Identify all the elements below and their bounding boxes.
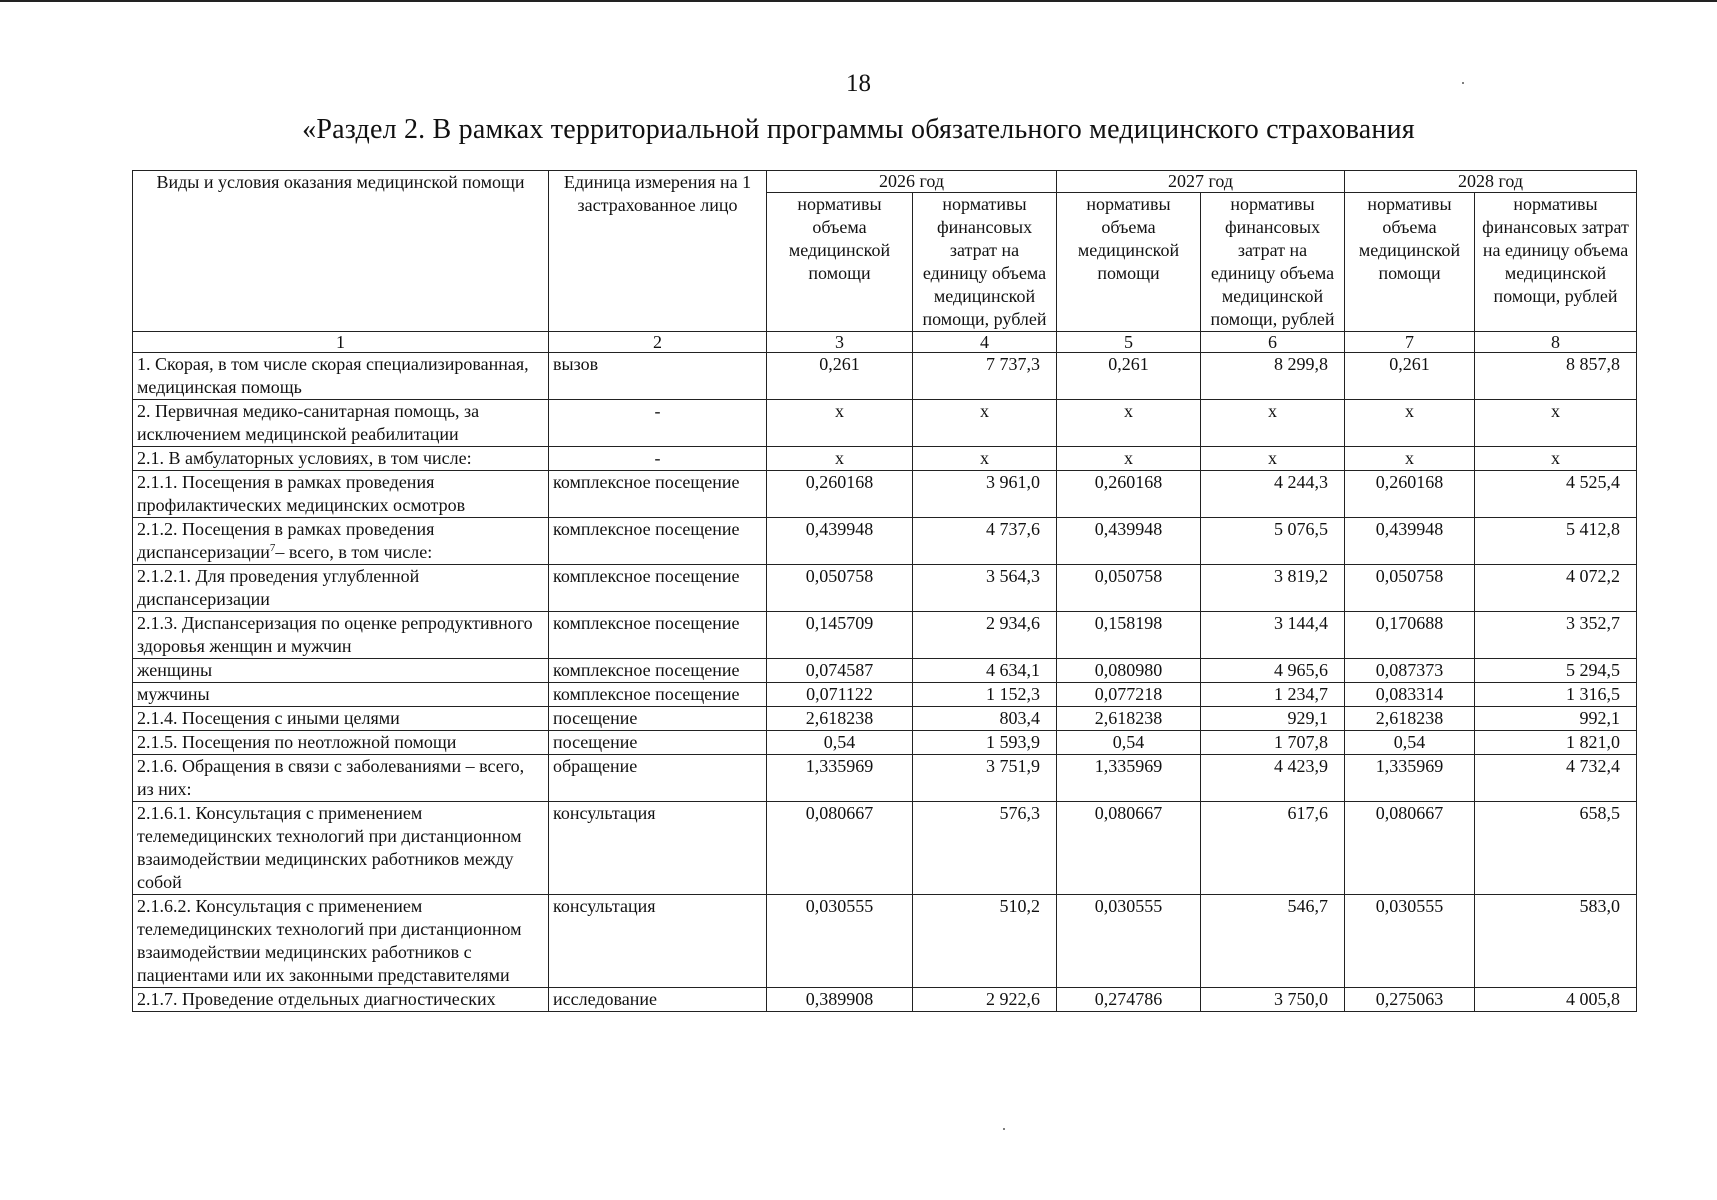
row-care-type-text: 2.1.1. Посещения в рамках проведения профилактических медицинских осмотров xyxy=(137,472,466,515)
table-row xyxy=(133,447,1637,471)
row-care-type-text: мужчины xyxy=(137,684,210,704)
row-care-type-text: 2.1.5. Посещения по неотложной помощи xyxy=(137,732,457,752)
column-number-row xyxy=(133,332,1637,353)
row-care-type xyxy=(133,895,549,988)
row-volume-norm: 2,618238 xyxy=(1057,707,1201,731)
row-cost-norm: 7 737,3 xyxy=(913,353,1057,400)
row-volume-norm: 1,335969 xyxy=(1057,755,1201,802)
footnote-marker: 7 xyxy=(269,542,276,554)
row-volume-norm: 0,260168 xyxy=(767,471,913,518)
row-care-type xyxy=(133,683,549,707)
header-year-2027: 2027 год xyxy=(1057,171,1345,193)
row-volume-norm: 0,261 xyxy=(767,353,913,400)
table-row xyxy=(133,802,1637,895)
column-number: 8 xyxy=(1475,332,1637,353)
row-cost-norm: 4 634,1 xyxy=(913,659,1057,683)
header-cost-norm: нормативы финансовых затрат на единицу объема медицинской помощи, рублей xyxy=(1475,193,1637,332)
row-care-type xyxy=(133,659,549,683)
table-row xyxy=(133,400,1637,447)
row-volume-norm: 0,54 xyxy=(767,731,913,755)
header-type-of-care: Виды и условия оказания медицинской помощи xyxy=(133,171,549,332)
row-care-type-text: 2.1.2. Посещения в рамках проведения диспансеризации xyxy=(137,519,435,562)
row-cost-norm: 2 934,6 xyxy=(913,612,1057,659)
row-volume-norm: х xyxy=(1057,400,1201,447)
column-number: 3 xyxy=(767,332,913,353)
row-cost-norm: 4 732,4 xyxy=(1475,755,1637,802)
row-cost-norm: х xyxy=(1201,400,1345,447)
row-cost-norm: 3 750,0 xyxy=(1201,988,1345,1012)
row-cost-norm: 1 593,9 xyxy=(913,731,1057,755)
row-cost-norm: 4 005,8 xyxy=(1475,988,1637,1012)
row-unit: консультация xyxy=(549,895,767,988)
row-cost-norm: 1 821,0 xyxy=(1475,731,1637,755)
table-row xyxy=(133,612,1637,659)
row-volume-norm: х xyxy=(767,447,913,471)
row-care-type-text: 2. Первичная медико-санитарная помощь, за исключением медицинской реабилитации xyxy=(137,401,480,444)
row-care-type xyxy=(133,707,549,731)
row-volume-norm: 1,335969 xyxy=(1345,755,1475,802)
row-unit: - xyxy=(549,447,767,471)
column-number: 2 xyxy=(549,332,767,353)
table-row xyxy=(133,659,1637,683)
table-row xyxy=(133,471,1637,518)
column-number: 7 xyxy=(1345,332,1475,353)
row-unit: посещение xyxy=(549,707,767,731)
row-cost-norm: 4 737,6 xyxy=(913,518,1057,565)
row-cost-norm: 4 965,6 xyxy=(1201,659,1345,683)
row-volume-norm: 0,274786 xyxy=(1057,988,1201,1012)
row-volume-norm: 2,618238 xyxy=(1345,707,1475,731)
row-volume-norm: 0,083314 xyxy=(1345,683,1475,707)
header-volume-norm: нормативы объема медицинской помощи xyxy=(1345,193,1475,332)
row-cost-norm: 617,6 xyxy=(1201,802,1345,895)
row-care-type-text: 2.1. В амбулаторных условиях, в том числе: xyxy=(137,448,472,468)
row-volume-norm: 0,54 xyxy=(1057,731,1201,755)
table-row xyxy=(133,707,1637,731)
row-cost-norm: 576,3 xyxy=(913,802,1057,895)
row-volume-norm: 1,335969 xyxy=(767,755,913,802)
row-cost-norm: 3 144,4 xyxy=(1201,612,1345,659)
header-year-2028: 2028 год xyxy=(1345,171,1637,193)
row-care-type xyxy=(133,731,549,755)
row-cost-norm: 992,1 xyxy=(1475,707,1637,731)
row-volume-norm: 0,275063 xyxy=(1345,988,1475,1012)
row-unit: комплексное посещение xyxy=(549,565,767,612)
row-unit: - xyxy=(549,400,767,447)
header-row-years xyxy=(133,171,1637,193)
section-title: «Раздел 2. В рамках территориальной программы обязательного медицинского страхования xyxy=(302,114,1415,145)
row-unit: вызов xyxy=(549,353,767,400)
norms-table xyxy=(132,170,1637,1012)
row-volume-norm: 0,261 xyxy=(1345,353,1475,400)
table-row xyxy=(133,353,1637,400)
row-cost-norm: 3 352,7 xyxy=(1475,612,1637,659)
row-cost-norm: 929,1 xyxy=(1201,707,1345,731)
row-unit: комплексное посещение xyxy=(549,659,767,683)
header-year-2026: 2026 год xyxy=(767,171,1057,193)
column-number: 6 xyxy=(1201,332,1345,353)
row-cost-norm: 803,4 xyxy=(913,707,1057,731)
row-cost-norm: 1 707,8 xyxy=(1201,731,1345,755)
row-volume-norm: 0,260168 xyxy=(1057,471,1201,518)
row-volume-norm: 0,077218 xyxy=(1057,683,1201,707)
norms-table-body xyxy=(133,332,1637,1012)
row-unit: обращение xyxy=(549,755,767,802)
table-row xyxy=(133,731,1637,755)
table-row xyxy=(133,518,1637,565)
row-cost-norm: 3 819,2 xyxy=(1201,565,1345,612)
row-cost-norm: х xyxy=(1201,447,1345,471)
row-unit: комплексное посещение xyxy=(549,612,767,659)
row-volume-norm: 0,050758 xyxy=(767,565,913,612)
row-cost-norm: 3 751,9 xyxy=(913,755,1057,802)
row-volume-norm: 0,030555 xyxy=(1345,895,1475,988)
row-care-type xyxy=(133,353,549,400)
row-unit: комплексное посещение xyxy=(549,471,767,518)
row-cost-norm: 1 316,5 xyxy=(1475,683,1637,707)
row-cost-norm: 3 564,3 xyxy=(913,565,1057,612)
row-volume-norm: 0,439948 xyxy=(767,518,913,565)
row-care-type-text: 2.1.3. Диспансеризация по оценке репродуктивного здоровья женщин и мужчин xyxy=(137,613,533,656)
row-cost-norm: 1 152,3 xyxy=(913,683,1057,707)
table-row xyxy=(133,895,1637,988)
row-care-type-text: 2.1.6.2. Консультация с применением телемедицинских технологий при дистанционном взаимодействии медицинских работников с пациентами или их законными представителями xyxy=(137,896,522,985)
row-cost-norm: 8 299,8 xyxy=(1201,353,1345,400)
row-care-type xyxy=(133,447,549,471)
row-cost-norm: 4 423,9 xyxy=(1201,755,1345,802)
top-border-line xyxy=(0,0,1717,2)
row-cost-norm: х xyxy=(1475,400,1637,447)
row-cost-norm: 4 525,4 xyxy=(1475,471,1637,518)
row-cost-norm: 658,5 xyxy=(1475,802,1637,895)
row-volume-norm: 0,080667 xyxy=(1345,802,1475,895)
row-volume-norm: 0,080980 xyxy=(1057,659,1201,683)
row-care-type xyxy=(133,988,549,1012)
row-care-type-tail: – всего, в том числе: xyxy=(275,542,433,562)
row-unit: консультация xyxy=(549,802,767,895)
row-volume-norm: 0,439948 xyxy=(1345,518,1475,565)
row-volume-norm: 0,170688 xyxy=(1345,612,1475,659)
header-cost-norm: нормативы финансовых затрат на единицу объема медицинской помощи, рублей xyxy=(913,193,1057,332)
scan-speck xyxy=(1003,1128,1005,1130)
header-volume-norm: нормативы объема медицинской помощи xyxy=(767,193,913,332)
row-volume-norm: 0,158198 xyxy=(1057,612,1201,659)
row-care-type xyxy=(133,518,549,565)
header-volume-norm: нормативы объема медицинской помощи xyxy=(1057,193,1201,332)
row-care-type-text: женщины xyxy=(137,660,213,680)
row-volume-norm: 0,261 xyxy=(1057,353,1201,400)
row-volume-norm: 0,080667 xyxy=(1057,802,1201,895)
row-care-type xyxy=(133,802,549,895)
row-care-type-text: 2.1.2.1. Для проведения углубленной диспансеризации xyxy=(137,566,420,609)
row-cost-norm: 4 244,3 xyxy=(1201,471,1345,518)
row-volume-norm: 0,050758 xyxy=(1057,565,1201,612)
row-cost-norm: 5 076,5 xyxy=(1201,518,1345,565)
row-care-type-text: 2.1.6.1. Консультация с применением телемедицинских технологий при дистанционном взаимодействии медицинских работников между собой xyxy=(137,803,522,892)
row-care-type-text: 2.1.6. Обращения в связи с заболеваниями – всего, из них: xyxy=(137,756,525,799)
row-cost-norm: 583,0 xyxy=(1475,895,1637,988)
row-volume-norm: 0,030555 xyxy=(1057,895,1201,988)
row-volume-norm: х xyxy=(767,400,913,447)
row-volume-norm: 0,389908 xyxy=(767,988,913,1012)
row-unit: посещение xyxy=(549,731,767,755)
row-volume-norm: х xyxy=(1345,447,1475,471)
row-volume-norm: 2,618238 xyxy=(767,707,913,731)
table-row xyxy=(133,755,1637,802)
row-cost-norm: 2 922,6 xyxy=(913,988,1057,1012)
row-cost-norm: 5 294,5 xyxy=(1475,659,1637,683)
header-cost-norm: нормативы финансовых затрат на единицу объема медицинской помощи, рублей xyxy=(1201,193,1345,332)
row-volume-norm: х xyxy=(1057,447,1201,471)
row-cost-norm: 8 857,8 xyxy=(1475,353,1637,400)
row-volume-norm: 0,260168 xyxy=(1345,471,1475,518)
row-care-type xyxy=(133,565,549,612)
column-number: 5 xyxy=(1057,332,1201,353)
row-unit: комплексное посещение xyxy=(549,683,767,707)
row-volume-norm: 0,074587 xyxy=(767,659,913,683)
row-cost-norm: 510,2 xyxy=(913,895,1057,988)
row-cost-norm: 546,7 xyxy=(1201,895,1345,988)
row-unit: исследование xyxy=(549,988,767,1012)
row-cost-norm: 1 234,7 xyxy=(1201,683,1345,707)
row-volume-norm: 0,087373 xyxy=(1345,659,1475,683)
row-volume-norm: х xyxy=(1345,400,1475,447)
row-cost-norm: х xyxy=(913,447,1057,471)
row-unit: комплексное посещение xyxy=(549,518,767,565)
row-care-type xyxy=(133,612,549,659)
row-volume-norm: 0,050758 xyxy=(1345,565,1475,612)
row-care-type xyxy=(133,471,549,518)
table-row xyxy=(133,565,1637,612)
row-volume-norm: 0,54 xyxy=(1345,731,1475,755)
column-number: 1 xyxy=(133,332,549,353)
row-cost-norm: х xyxy=(1475,447,1637,471)
row-volume-norm: 0,030555 xyxy=(767,895,913,988)
row-cost-norm: х xyxy=(913,400,1057,447)
row-cost-norm: 5 412,8 xyxy=(1475,518,1637,565)
row-care-type-text: 2.1.4. Посещения с иными целями xyxy=(137,708,400,728)
header-unit: Единица измерения на 1 застрахованное лицо xyxy=(549,171,767,332)
row-volume-norm: 0,071122 xyxy=(767,683,913,707)
page-number: 18 xyxy=(846,70,871,97)
row-volume-norm: 0,080667 xyxy=(767,802,913,895)
row-cost-norm: 4 072,2 xyxy=(1475,565,1637,612)
row-care-type xyxy=(133,400,549,447)
row-care-type-text: 2.1.7. Проведение отдельных диагностических xyxy=(137,989,496,1009)
row-volume-norm: 0,145709 xyxy=(767,612,913,659)
row-care-type-text: 1. Скорая, в том числе скорая специализированная, медицинская помощь xyxy=(137,354,529,397)
table-row xyxy=(133,683,1637,707)
row-cost-norm: 3 961,0 xyxy=(913,471,1057,518)
table-row xyxy=(133,988,1637,1012)
column-number: 4 xyxy=(913,332,1057,353)
row-volume-norm: 0,439948 xyxy=(1057,518,1201,565)
row-care-type xyxy=(133,755,549,802)
